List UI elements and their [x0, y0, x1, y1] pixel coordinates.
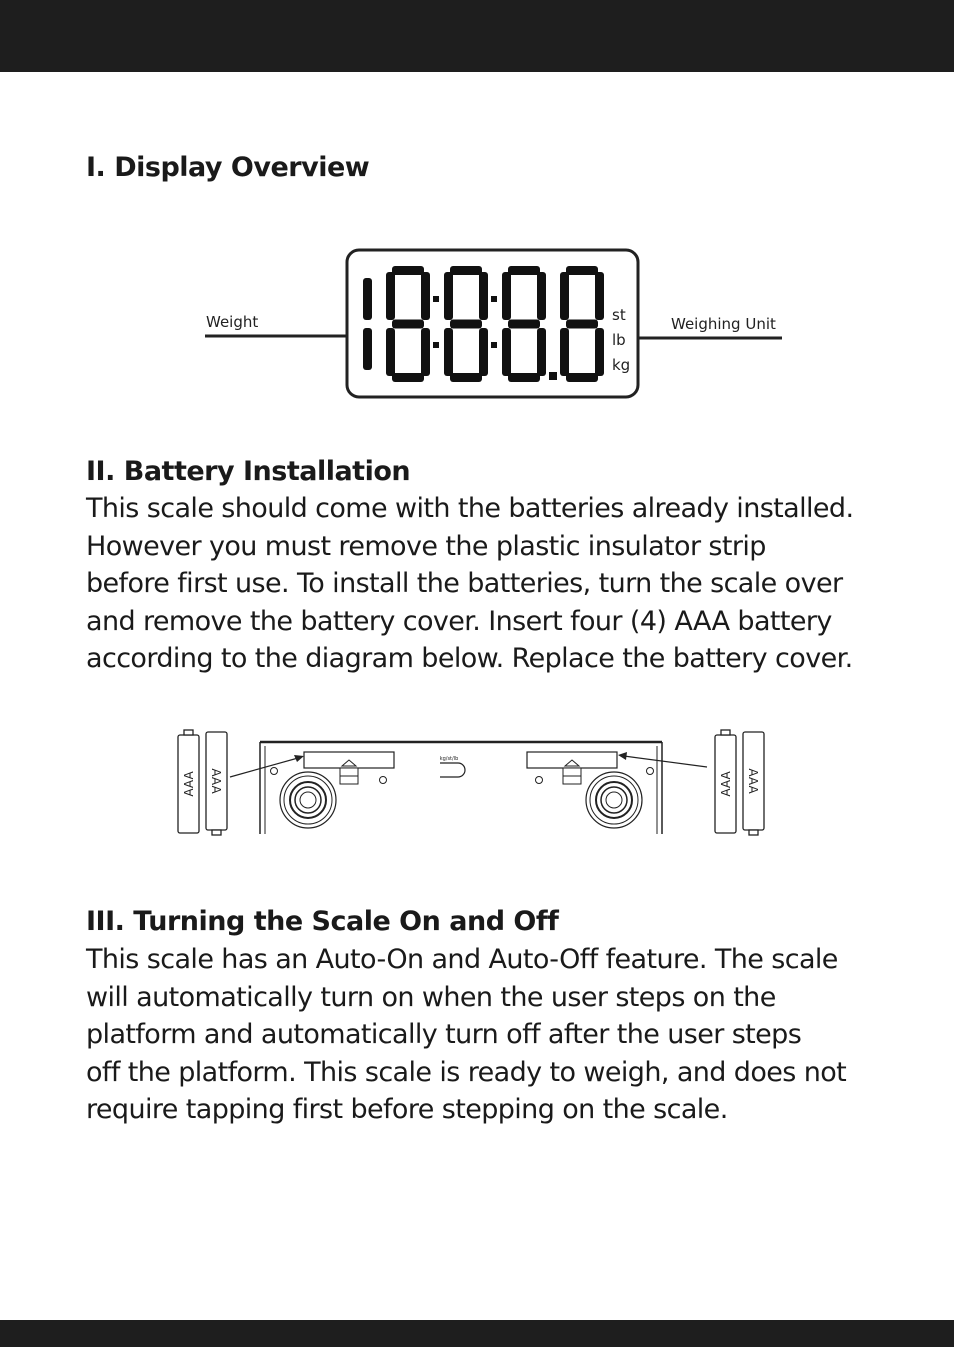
lcd-segment: [444, 328, 453, 376]
battery-instructions: [86, 490, 886, 678]
lcd-segment: [450, 373, 482, 382]
scale-foot-left: [280, 772, 336, 828]
lcd-segment: [479, 272, 488, 320]
unit-kg: kg: [612, 356, 631, 374]
footer-bar: [0, 1320, 954, 1347]
battery-3-label: AAA: [719, 771, 733, 797]
lcd-segment: [421, 328, 430, 376]
lcd-segment: [595, 328, 604, 376]
lcd-segment: [566, 373, 598, 382]
power-line-4: off the platform. This scale is ready to weigh, and does not: [86, 1056, 847, 1088]
lcd-segment: [386, 272, 395, 320]
lcd-segment: [386, 328, 395, 376]
lcd-segment: [450, 266, 482, 275]
lcd-segment: [392, 373, 424, 382]
power-line-5: require tapping first before stepping on the scale.: [86, 1094, 728, 1125]
scale-foot-right: [586, 772, 642, 828]
lcd-segment: [392, 266, 424, 275]
lcd-segment: [392, 320, 424, 329]
lcd-segment: [421, 272, 430, 320]
lcd-segment: [508, 373, 540, 382]
lcd-segment: [363, 278, 372, 320]
lcd-segment: [433, 296, 439, 302]
unit-switch: [440, 763, 465, 777]
battery-line-4: and remove the battery cover. Insert four (4) AAA battery: [86, 605, 832, 637]
lcd-segment: [491, 342, 497, 348]
battery-4-label: AAA: [746, 768, 760, 794]
switch-label: kg/st/lb: [439, 756, 459, 762]
lcd-segment: [560, 328, 569, 376]
power-line-2: will automatically turn on when the user steps on the: [86, 981, 776, 1013]
lcd-segment: [491, 296, 497, 302]
battery-diagram: [170, 722, 780, 842]
display-diagram: [200, 244, 790, 404]
weight-label: Weight: [206, 313, 259, 331]
lcd-segment: [566, 320, 598, 329]
lcd-segment: [502, 272, 511, 320]
lcd-segment: [537, 328, 546, 376]
weighing-unit-label: Weighing Unit: [671, 315, 776, 333]
header-bar: [0, 0, 954, 72]
battery-line-5: according to the diagram below. Replace the battery cover.: [86, 643, 853, 674]
battery-line-2: However you must remove the plastic insulator strip: [86, 530, 766, 562]
lcd-segment: [479, 328, 488, 376]
section-power-title: III. Turning the Scale On and Off: [86, 906, 559, 937]
lcd-segment: [508, 320, 540, 329]
battery-line-3: before first use. To install the batteries, turn the scale over: [86, 568, 843, 599]
lcd-segment: [450, 320, 482, 329]
lcd-segment: [508, 266, 540, 275]
lcd-segment: [444, 272, 453, 320]
power-instructions: [86, 941, 886, 1129]
lcd-segment: [433, 342, 439, 348]
unit-st: st: [612, 306, 626, 324]
lcd-segment: [595, 272, 604, 320]
section-display-title: I. Display Overview: [86, 152, 370, 183]
lcd-segment: [566, 266, 598, 275]
battery-line-1: This scale should come with the batteries already installed.: [86, 493, 854, 524]
lcd-segment: [537, 272, 546, 320]
battery-2-label: AAA: [209, 768, 223, 794]
power-line-1: This scale has an Auto-On and Auto-Off feature. The scale: [86, 944, 838, 975]
lcd-segment: [363, 328, 372, 370]
lcd-segment: [549, 372, 557, 380]
lcd-segment: [560, 272, 569, 320]
section-battery-title: II. Battery Installation: [86, 456, 411, 487]
unit-lb: lb: [612, 331, 626, 349]
battery-1-label: AAA: [182, 771, 196, 797]
power-line-3: platform and automatically turn off after the user steps: [86, 1019, 802, 1050]
lcd-segment: [502, 328, 511, 376]
